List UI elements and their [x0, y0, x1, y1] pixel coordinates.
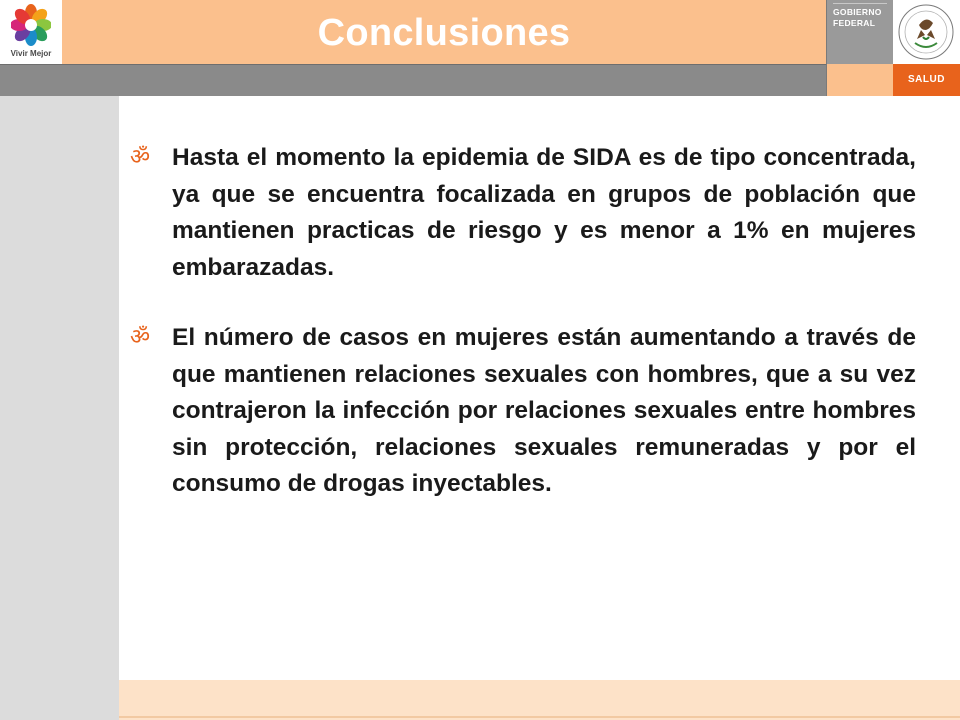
flower-logo-icon [11, 4, 51, 48]
national-emblem [893, 0, 960, 64]
bullet-text: Hasta el momento la epidemia de SIDA es de tipo concentrada, ya que se encuentra focalizada en grupos de población que mantienen practicas de riesgo y es menor a 1% en mujeres embarazadas. [172, 144, 916, 281]
federal-label: FEDERAL [833, 18, 876, 28]
left-side-strip [0, 96, 119, 720]
footer-line [119, 716, 960, 718]
header-subband [0, 64, 826, 96]
page-title: Conclusiones [317, 12, 571, 54]
salud-badge [893, 64, 960, 96]
conclusions-list [130, 140, 916, 503]
bullet-item [130, 320, 916, 503]
eagle-seal-icon [897, 3, 955, 61]
om-bullet-icon: ॐ [130, 325, 151, 350]
logo-caption: Vivir Mejor [10, 49, 52, 58]
salud-label: SALUD [908, 74, 945, 85]
vivir-mejor-logo [0, 0, 62, 64]
gobierno-label: GOBIERNO [833, 7, 882, 17]
om-bullet-icon: ॐ [130, 145, 151, 170]
bullet-text: El número de casos en mujeres están aumentando a través de que mantienen relaciones sexuales con hombres, que a su vez contrajeron la infección por relaciones sexuales entre hombres sin protección, relaciones sexuales remuneradas y por el consumo de drogas inyectables. [172, 324, 916, 497]
salud-spacer [826, 64, 893, 96]
gobierno-federal-badge [826, 0, 893, 64]
footer-bar [119, 680, 960, 720]
bullet-item [130, 140, 916, 286]
